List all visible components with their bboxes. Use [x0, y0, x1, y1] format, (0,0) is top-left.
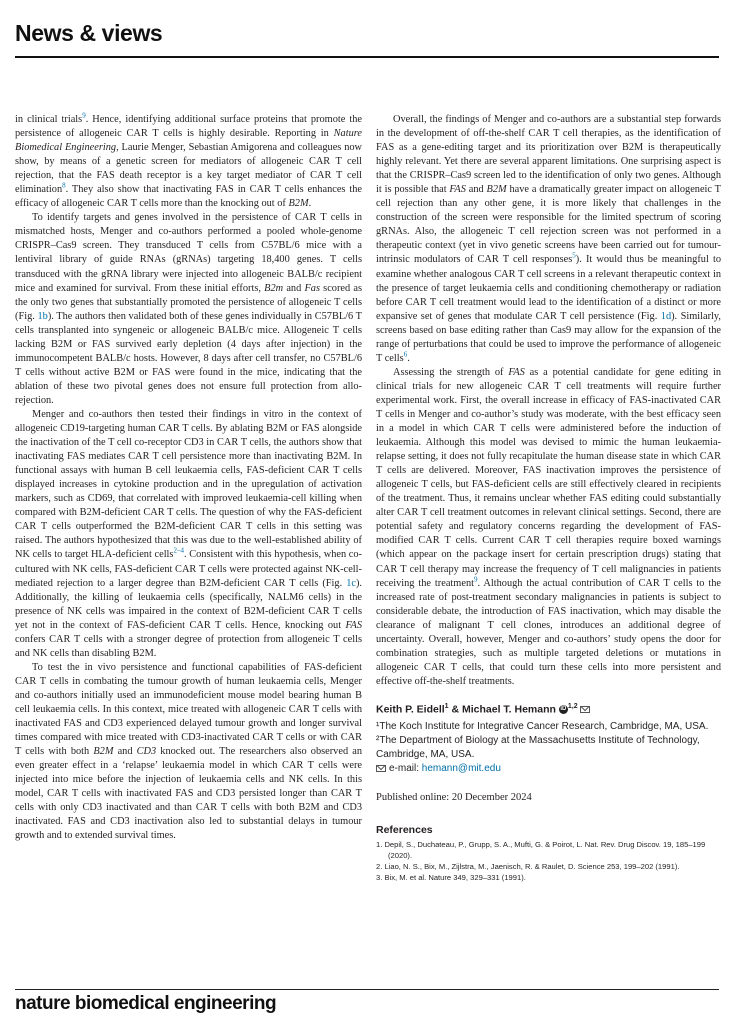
envelope-icon [376, 765, 386, 772]
text-run: , Laurie Menger, Sebastian Amigorena and colleagues now show, by means of a genetic screen for mediators of allogeneic CAR T cell rejection, that the FAS death receptor is a key target mediator of CAR T cell elimination [15, 142, 363, 196]
body-paragraph [15, 113, 362, 211]
text-run: and [283, 282, 305, 294]
envelope-icon [580, 706, 590, 713]
text-run: ). It would thus be meaningful to examine whether analogous CAR T cell screens in a relevant therapeutic context in the presence of target leukaemia cells and conditioning chemotherapy or radiation before CAR T cell treatment would lead to the identification of a distinct or more expansive set of genes that modulate CAR T cell persistence (Fig. [376, 254, 722, 322]
text-run: and [113, 746, 137, 758]
reference-item: 3. Bix, M. et al. Nature 349, 329–331 (1991). [376, 872, 526, 882]
figure-link[interactable]: 1d [660, 310, 672, 322]
citation-link[interactable]: 9 [82, 111, 86, 120]
italic-text: B2m [264, 282, 284, 294]
orcid-icon[interactable]: iD [560, 706, 567, 713]
published-date: Published online: 20 December 2024 [376, 792, 532, 804]
text-run: . [308, 198, 312, 210]
citation-link[interactable]: 6 [403, 350, 408, 359]
email-label: e-mail: [389, 763, 422, 775]
references-heading: References [376, 823, 433, 836]
author-line [376, 700, 721, 717]
text-run: have a dramatically greater impact on allogeneic T cell rejection than any other gene, it is more likely that challenges in the construction of the screen were responsible for the limited spectrum of scoring gRNAs. Also, the allogeneic T cell rejection screen was not performed in a therapeutic context (yet in vivo genetic screens have been carried out for tumour-intrinsic modulators of CAR T cell responses [376, 184, 721, 266]
text-run: . Although the actual contribution of CAR T cells to the increased rate of post-treatment secondary malignancies in patients is subject to considerable debate, the introduction of FAS inactivation, which may disable the clearance of malignant T cell clones, introduces an additional degree of uncertainty. Overall, however, Menger and co-authors’ study opens the door for combination strategies, such as multiple targeted deletions or mutations in allogeneic CAR T cells, that could turn these cells into more persistent and effective off-the-shelf treatments. [376, 577, 721, 687]
right-column [376, 113, 721, 883]
italic-text: FAS [449, 184, 466, 196]
body-paragraph [15, 661, 362, 844]
figure-link[interactable]: 1b [37, 310, 48, 322]
citation-link[interactable]: 9 [473, 575, 478, 584]
right-column-body [376, 113, 721, 689]
text-run: and [465, 184, 487, 196]
text-run: Menger and co-authors then tested their findings in vitro in the context of allogeneic CD19-targeting human CAR T cells. By ablating B2M or FAS alongside the inactivation of the T cell co-receptor CD3 in CAR T cells, the authors show that inactivating FAS mediates CAR T cell persistence more than inactivating B2M. In functional assays with human B cell leukaemia cells, FAS-deficient CAR T cells displayed increases in cytokine production and in the upregulation of activation markers, such as CD69, that correlated with improved leukaemia-cell killing when compared with B2M-deficient CAR T cells. The question of why the FAS-deficient CAR T cells outperformed the B2M-deficient CAR T cells in this setting was raised. The authors hypothesized that this was due to the well-established ability of NK cells to target HLA-deficient cells [15, 408, 362, 561]
text-run: in clinical trials [15, 114, 83, 125]
italic-text: B2M [288, 198, 309, 210]
text-run: . Consistent with this hypothesis, when co-cultured with NK cells, FAS-deficient CAR T cells were protected against NK-cell-mediated rejection to a larger degree than B2M-deficient CAR T cells (Fig. [15, 549, 362, 589]
text-run: ). Similarly, screens based on base editing rather than Cas9 may allow for the expansion of the range of perturbations that could be used to improve the performance of allogeneic T cells [376, 310, 721, 364]
reference-item: 2. Liao, N. S., Bix, M., Zijlstra, M., Jaenisch, R. & Raulet, D. Science 253, 199–202 (1991). [376, 861, 680, 871]
citation-link[interactable]: 8 [62, 181, 66, 190]
text-run: To test the in vivo persistence and functional capabilities of FAS-deficient CAR T cells in combating the tumour growth of human leukaemia cells, Menger and co-authors initially used an immunodeficient mouse model bearing human B cell leukaemia cells. In this context, mice treated with allogeneic CAR T cells with inactivated FAS and CD3 experienced delayed tumour growth and longer survival times compared with mice treated with CD3-inactivated CAR T cells or with CAR T cells with both [15, 661, 362, 758]
text-run: To identify targets and genes involved in the persistence of CAR T cells in mismatched hosts, Menger and co-authors performed a pooled whole-genome CRISPR–Cas9 screen. They transduced T cells from C57BL/6 mice with a lentiviral library of guide RNAs (gRNAs) targeting 18,400 genes. T cells transduced with the gRNA library were injected into allogeneic BALB/c recipient mice and examined for survival. From these initial efforts, [15, 212, 362, 294]
text-run: Overall, the findings of Menger and co-authors are a substantial step forwards in the development of off-the-shelf CAR T cell therapies, as the identification of FAS as a gene-editing target and its prioritization over B2M is therapeutically highly relevant. Yet there are several apparent limitations. One surprising aspect is that the CRISPR–Cas9 screen led to the identification of only two genes. Although it is possible that [376, 114, 721, 196]
author-hemann[interactable]: & Michael T. Hemann [448, 703, 559, 716]
text-run: Assessing the strength of [393, 366, 509, 378]
text-run: . [407, 352, 410, 364]
figure-link[interactable]: 1c [346, 577, 356, 589]
italic-text: CD3 [136, 746, 157, 758]
body-paragraph [15, 211, 362, 408]
text-run: knocked out. The researchers also observed an even greater effect in a ‘relapse’ leukaemia model in which CAR T cells were injected into mice before the injection of leukaemia cells and NK cells. In this model, CAR T cells with inactivated FAS and CD3 persisted longer than CAR T cells with only CD3 inactivated and than CAR T cells with both B2M and CD3 inactivated. FAS and CD3 inactivation also led to substantial delays in tumour growth and to extended survival times. [15, 746, 362, 842]
journal-brand: nature biomedical engineering [15, 993, 277, 1014]
author-eidell-affil: 1 [444, 702, 449, 710]
italic-text: FAS [508, 366, 525, 378]
italic-text: FAS [345, 619, 362, 631]
italic-text: Nature Biomedical Engineering [15, 128, 362, 154]
affiliations: ¹The Koch Institute for Integrative Cancer Research, Cambridge, MA, USA. ²The Department of Biology at the Massachusetts Institute of Technology, Cambridge, MA, USA. [376, 721, 709, 761]
references-list [376, 839, 721, 883]
text-run: . Hence, identifying additional surface proteins that promote the persistence of allogeneic CAR T cells is highly desirable. Reporting in [15, 114, 362, 140]
text-run: as a potential candidate for gene editing in clinical trials for new allogeneic CAR T cell treatments will require further experimental work. First, the overall increase in efficacy of FAS-inactivated CAR T cells in Menger and co-author’s study was moderate, with the best efficacy seen in a model in which CAR T cells were administered before the induction of leukaemia. Although this model was devised to mimic the human leukaemia-relapse setting, it does not fully recapitulate the human disease state in which CAR T cells are delivered. Moreover, FAS inactivation improves the persistence of allogeneic T cells, but FAS-deficient cells are still effectively cleared in recipients of the treatment. Thus, it remains unclear whether FAS editing could substantially alter CAR T cell treatment outcomes in relevant clinical settings. Second, there are potential safety and regulatory concerns regarding the development of FAS-modified CAR T cells. Current CAR T cell therapies require boxed warnings (which appear on the package insert for certain prescription drugs) stating that CAR T cell therapy may increase the frequency of T cell malignancies in patients receiving the treatment [376, 366, 721, 589]
body-paragraph [376, 113, 721, 366]
reference-item: 1. Depil, S., Duchateau, P., Grupp, S. A., Mufti, G. & Poirot, L. Nat. Rev. Drug Discov. 19, 185–199 (2020). [376, 839, 706, 860]
text-run: confers CAR T cells with a stronger degree of protection from allogeneic T cells and NK cells than disabling B2M. [15, 633, 362, 659]
email-link[interactable]: hemann@mit.edu [421, 763, 501, 775]
citation-link[interactable]: 2–4 [173, 547, 184, 556]
italic-text: B2M [93, 746, 114, 758]
author-hemann-affil: 1,2 [567, 702, 578, 710]
left-column [15, 113, 362, 843]
section-title: News & views [15, 20, 163, 46]
italic-text: B2M [486, 184, 507, 196]
italic-text: Fas [304, 282, 320, 294]
text-run: ). Additionally, the killing of leukaemia cells (specifically, NALM6 cells) in the presence of NK cells was impaired in the context of B2M-deficient CAR T cells yet not in the context of FAS-deficient CAR T cells. Hence, knocking out [15, 577, 362, 631]
text-run: ). The authors then validated both of these genes individually in C57BL/6 T cells transplanted into syngeneic or allogeneic BALB/c mice. Allogeneic T cells lacking B2M or FAS survived early depletion (4 days after injection) in the immunocompetent BALB/c hosts. However, 8 days after cell transfer, no C57BL/6 T cells without active B2M or FAS were found in the mice, indicating that the ablation of these two pivotal genes does not ensure full protection from allo-rejection. [15, 310, 362, 406]
body-paragraph [376, 366, 721, 689]
author-eidell[interactable]: Keith P. Eidell [376, 703, 445, 716]
header-rule [15, 56, 719, 58]
text-run: . They also show that inactivating FAS in CAR T cells enhances the efficacy of allogeneic CAR T cells more than the knocking out of [15, 184, 362, 210]
footer-rule [15, 989, 719, 990]
email-line [376, 762, 721, 776]
text-run: scored as the only two genes that substantially promoted the persistence of allogeneic T cells (Fig. [15, 282, 362, 322]
citation-link[interactable]: 5 [572, 252, 576, 261]
body-paragraph [15, 408, 362, 661]
